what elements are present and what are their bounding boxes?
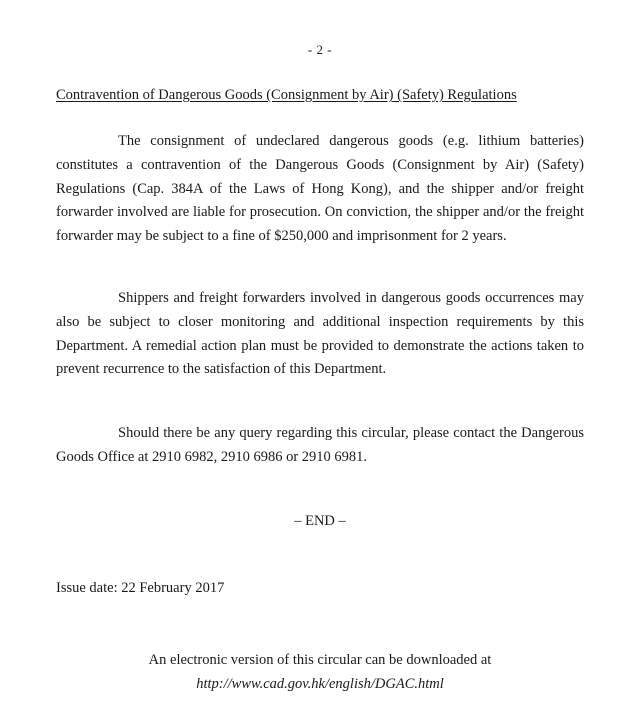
end-marker: – END – (294, 513, 346, 529)
section-heading: Contravention of Dangerous Goods (Consignment by Air) (Safety) Regulations (56, 87, 517, 103)
download-text: An electronic version of this circular can be downloaded at (148, 652, 492, 668)
paragraph-contact: Should there be any query regarding this circular, please contact the Dangerous Goods Office at 2910 6982, 2910 6986 or 2910 6981. (56, 425, 584, 465)
paragraph-monitoring: Shippers and freight forwarders involved in dangerous goods occurrences may also be subject to closer monitoring and additional inspection requirements by this Department. A remedial action plan must be provided to demonstrate the actions taken to prevent recurrence to the satisfaction of this Department. (56, 290, 584, 378)
issue-date: Issue date: 22 February 2017 (56, 580, 225, 596)
download-link[interactable]: http://www.cad.gov.hk/english/DGAC.html (196, 676, 444, 692)
paragraph-prosecution: The consignment of undeclared dangerous goods (e.g. lithium batteries) constitutes a contravention of the Dangerous Goods (Consignment by Air) (Safety) Regulations (Cap. 384A of the Laws of Hong Kong), and the shipper and/or freight forwarder involved are liable for prosecution. On conviction, the shipper and/or the freight forwarder may be subject to a fine of $250,000 and imprisonment for 2 years. (56, 133, 584, 245)
download-note (0, 648, 640, 696)
page-number: - 2 - (307, 42, 333, 57)
